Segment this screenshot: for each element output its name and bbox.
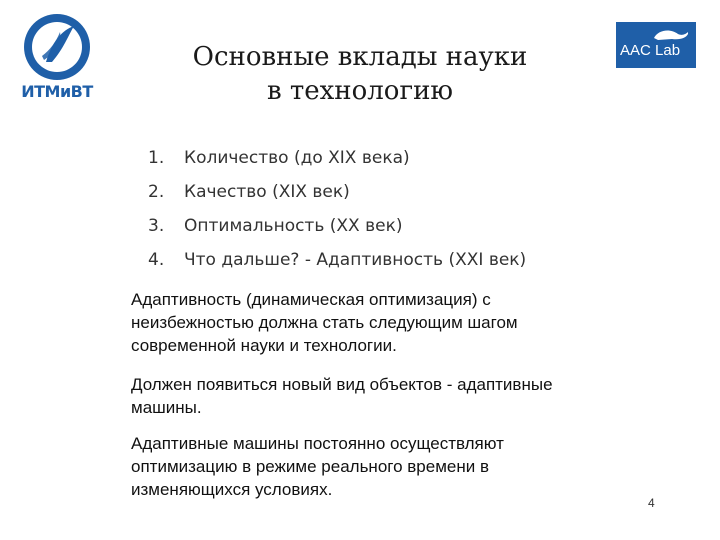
list-item	[148, 175, 526, 209]
paragraph-line: изменяющихся условиях.	[131, 480, 333, 499]
itmivt-logo-text: ИТМиВТ	[21, 82, 93, 101]
list-item-number: 2.	[148, 182, 165, 202]
itmivt-emblem-icon	[22, 12, 92, 82]
paragraph-adaptivity	[131, 288, 518, 357]
slide-title-line-2: в технологию	[266, 76, 454, 106]
paragraph-line: современной науки и технологии.	[131, 336, 397, 355]
paragraph-line: Должен появиться новый вид объектов - адаптивные	[131, 375, 553, 394]
list-item	[148, 209, 526, 243]
list-item-number: 1.	[148, 148, 165, 168]
list-item	[148, 141, 526, 175]
paragraph-line: Адаптивные машины постоянно осуществляют	[131, 434, 504, 453]
slide-title	[170, 40, 550, 108]
slide-title-line-1: Основные вклады науки	[192, 42, 528, 72]
paragraph-new-objects	[131, 373, 553, 419]
paragraph-line: неизбежностью должна стать следующим шагом	[131, 313, 518, 332]
list-item-text: Оптимальность (XX век)	[184, 216, 403, 236]
paragraph-line: оптимизацию в режиме реального времени в	[131, 457, 489, 476]
list-item-text: Количество (до XIX века)	[184, 148, 410, 168]
paragraph-line: Адаптивность (динамическая оптимизация) с	[131, 290, 491, 309]
aac-lab-logo	[616, 22, 696, 68]
rat-icon	[650, 26, 690, 42]
page-number: 4	[648, 496, 655, 510]
list-item-text: Качество (XIX век)	[184, 182, 350, 202]
paragraph-adaptive-machines	[131, 432, 504, 501]
paragraph-line: машины.	[131, 398, 202, 417]
list-item-number: 3.	[148, 216, 165, 236]
list-item	[148, 243, 526, 277]
contributions-list	[148, 141, 526, 277]
list-item-text: Что дальше? - Адаптивность (XXI век)	[184, 250, 527, 270]
list-item-number: 4.	[148, 250, 165, 270]
aac-lab-logo-text: AAC Lab	[620, 42, 681, 59]
